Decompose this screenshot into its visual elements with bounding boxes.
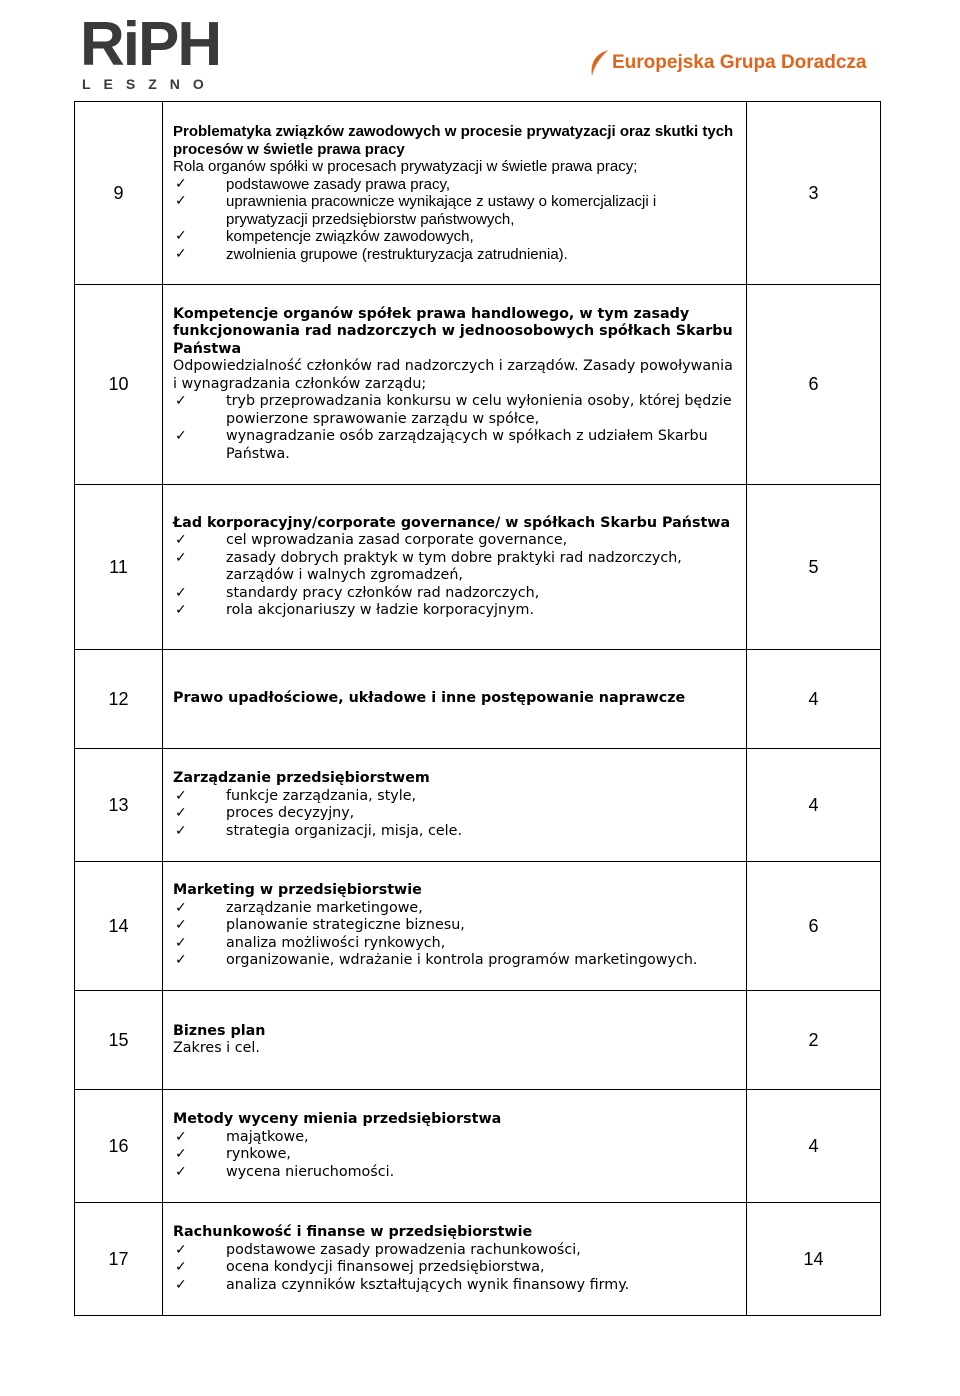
row-number: 14 <box>75 862 163 991</box>
row-number: 15 <box>75 991 163 1090</box>
row-topic <box>163 285 747 485</box>
row-hours: 6 <box>747 862 881 991</box>
bullet-text: rynkowe, <box>226 1146 291 1162</box>
bullet-text: zarządzanie marketingowe, <box>226 899 423 916</box>
topic-bullet <box>173 900 740 918</box>
riph-logo-mark: RiPH <box>80 10 221 79</box>
topic-bullet <box>173 602 740 620</box>
bullet-text: tryb przeprowadzania konkursu w celu wyłonienia osoby, której będzie powierzone sprawowanie zarządu w spółce, <box>226 393 732 427</box>
checkmark-icon: ✓ <box>175 1241 187 1258</box>
checkmark-icon: ✓ <box>175 822 187 839</box>
checkmark-icon: ✓ <box>175 393 187 410</box>
row-hours: 14 <box>747 1203 881 1316</box>
topic-bullet <box>173 823 740 841</box>
bullet-text: organizowanie, wdrażanie i kontrola programów marketingowych. <box>226 952 698 969</box>
row-hours: 3 <box>747 102 881 285</box>
bullet-text: cel wprowadzania zasad corporate governance, <box>226 532 568 548</box>
topic-bullet <box>173 176 740 194</box>
bullet-text: majątkowe, <box>226 1128 309 1145</box>
topic-bullet <box>173 246 740 264</box>
row-hours: 2 <box>747 991 881 1090</box>
topic-bullet <box>173 1242 740 1260</box>
table-row <box>75 991 881 1090</box>
egd-logo-text: Europejska Grupa Doradcza <box>612 52 867 73</box>
topic-bullet <box>173 1277 740 1295</box>
checkmark-icon: ✓ <box>175 532 187 548</box>
row-number: 12 <box>75 650 163 749</box>
row-number: 11 <box>75 485 163 650</box>
topic-bullet <box>173 393 740 428</box>
topic-title: Marketing w przedsiębiorstwie <box>173 882 422 899</box>
bullet-text: standardy pracy członków rad nadzorczych, <box>226 584 540 601</box>
row-number: 17 <box>75 1203 163 1316</box>
topic-bullet <box>173 532 740 550</box>
bullet-text: zwolnienia grupowe (restrukturyzacja zatrudnienia). <box>226 245 568 263</box>
topic-bullet <box>173 1259 740 1277</box>
table-row <box>75 102 881 285</box>
topic-bullet <box>173 1146 740 1164</box>
topic-intro: Zakres i cel. <box>173 1040 260 1056</box>
row-hours: 4 <box>747 749 881 862</box>
checkmark-icon: ✓ <box>175 1276 187 1293</box>
bullet-text: zasady dobrych praktyk w tym dobre praktyki rad nadzorczych, zarządów i walnych zgromadzeń, <box>226 549 682 583</box>
table-row <box>75 485 881 650</box>
bullet-text: wynagradzanie osób zarządzających w spółkach z udziałem Skarbu Państwa. <box>226 428 708 462</box>
table-row <box>75 1090 881 1203</box>
checkmark-icon: ✓ <box>175 193 187 209</box>
checkmark-icon: ✓ <box>175 549 187 566</box>
topic-bullet <box>173 805 740 823</box>
riph-logo-city: LESZNO <box>82 76 217 92</box>
row-topic <box>163 862 747 991</box>
checkmark-icon: ✓ <box>175 1163 187 1180</box>
topic-bullet <box>173 952 740 970</box>
topic-bullet <box>173 917 740 935</box>
bullet-text: analiza możliwości rynkowych, <box>226 934 446 951</box>
bullet-text: funkcje zarządzania, style, <box>226 787 417 804</box>
topic-bullet <box>173 550 740 585</box>
egd-swoosh-icon <box>588 48 610 78</box>
bullet-text: wycena nieruchomości. <box>226 1163 395 1180</box>
table-row <box>75 1203 881 1316</box>
bullet-text: uprawnienia pracownicze wynikające z ustawy o komercjalizacji i prywatyzacji przedsiębiorstw państwowych, <box>226 193 657 228</box>
topic-title: Biznes plan <box>173 1022 266 1039</box>
checkmark-icon: ✓ <box>175 805 187 821</box>
topic-bullet <box>173 228 740 246</box>
topic-title: Metody wyceny mienia przedsiębiorstwa <box>173 1111 502 1127</box>
topic-title: Zarządzanie przedsiębiorstwem <box>173 770 430 786</box>
checkmark-icon: ✓ <box>175 917 187 934</box>
bullet-text: ocena kondycji finansowej przedsiębiorstwa, <box>226 1259 545 1275</box>
table-row <box>75 862 881 991</box>
checkmark-icon: ✓ <box>175 602 187 618</box>
topic-title: Rachunkowość i finanse w przedsiębiorstwie <box>173 1224 533 1240</box>
checkmark-icon: ✓ <box>175 952 187 969</box>
checkmark-icon: ✓ <box>175 1128 187 1145</box>
topic-intro: Rola organów spółki w procesach prywatyzacji w świetle prawa pracy; <box>173 158 638 175</box>
bullet-text: kompetencje związków zawodowych, <box>226 228 474 245</box>
row-number: 13 <box>75 749 163 862</box>
checkmark-icon: ✓ <box>175 428 187 445</box>
bullet-text: strategia organizacji, misja, cele. <box>226 822 462 839</box>
checkmark-icon: ✓ <box>175 245 187 262</box>
topic-title: Prawo upadłościowe, układowe i inne postępowanie naprawcze <box>173 690 686 707</box>
row-topic <box>163 991 747 1090</box>
row-hours: 6 <box>747 285 881 485</box>
course-table <box>74 101 881 1316</box>
topic-bullet <box>173 193 740 228</box>
row-number: 10 <box>75 285 163 485</box>
bullet-text: analiza czynników kształtujących wynik finansowy firmy. <box>226 1276 630 1293</box>
topic-bullet <box>173 585 740 603</box>
row-topic <box>163 102 747 285</box>
topic-title: Ład korporacyjny/corporate governance/ w spółkach Skarbu Państwa <box>173 514 731 531</box>
bullet-text: planowanie strategiczne biznesu, <box>226 917 465 934</box>
table-row <box>75 749 881 862</box>
checkmark-icon: ✓ <box>175 584 187 601</box>
bullet-text: proces decyzyjny, <box>226 805 355 821</box>
topic-title: Kompetencje organów spółek prawa handlowego, w tym zasady funkcjonowania rad nadzorczych w jednoosobowych spółkach Skarbu Państwa <box>173 305 733 357</box>
topic-bullet <box>173 1129 740 1147</box>
table-row <box>75 650 881 749</box>
row-topic <box>163 749 747 862</box>
egd-logo <box>588 40 908 88</box>
row-topic <box>163 485 747 650</box>
row-number: 9 <box>75 102 163 285</box>
topic-bullet <box>173 428 740 463</box>
bullet-text: podstawowe zasady prawa pracy, <box>226 175 451 193</box>
checkmark-icon: ✓ <box>175 1259 187 1275</box>
riph-leszno-logo <box>80 10 248 94</box>
row-topic <box>163 1090 747 1203</box>
table-row <box>75 285 881 485</box>
row-hours: 4 <box>747 650 881 749</box>
checkmark-icon: ✓ <box>175 1146 187 1162</box>
row-hours: 4 <box>747 1090 881 1203</box>
checkmark-icon: ✓ <box>175 934 187 951</box>
checkmark-icon: ✓ <box>175 787 187 804</box>
topic-bullet <box>173 1164 740 1182</box>
checkmark-icon: ✓ <box>175 228 187 244</box>
topic-bullet <box>173 788 740 806</box>
row-number: 16 <box>75 1090 163 1203</box>
topic-intro: Odpowiedzialność członków rad nadzorczych i zarządów. Zasady powoływania i wynagradzania członków zarządu; <box>173 358 733 392</box>
checkmark-icon: ✓ <box>175 899 187 916</box>
row-topic <box>163 650 747 749</box>
topic-bullet <box>173 935 740 953</box>
row-topic <box>163 1203 747 1316</box>
row-hours: 5 <box>747 485 881 650</box>
topic-title: Problematyka związków zawodowych w procesie prywatyzacji oraz skutki tych procesów w świetle prawa pracy <box>173 123 734 158</box>
bullet-text: podstawowe zasady prowadzenia rachunkowości, <box>226 1241 581 1258</box>
checkmark-icon: ✓ <box>175 175 187 192</box>
bullet-text: rola akcjonariuszy w ładzie korporacyjnym. <box>226 602 534 618</box>
